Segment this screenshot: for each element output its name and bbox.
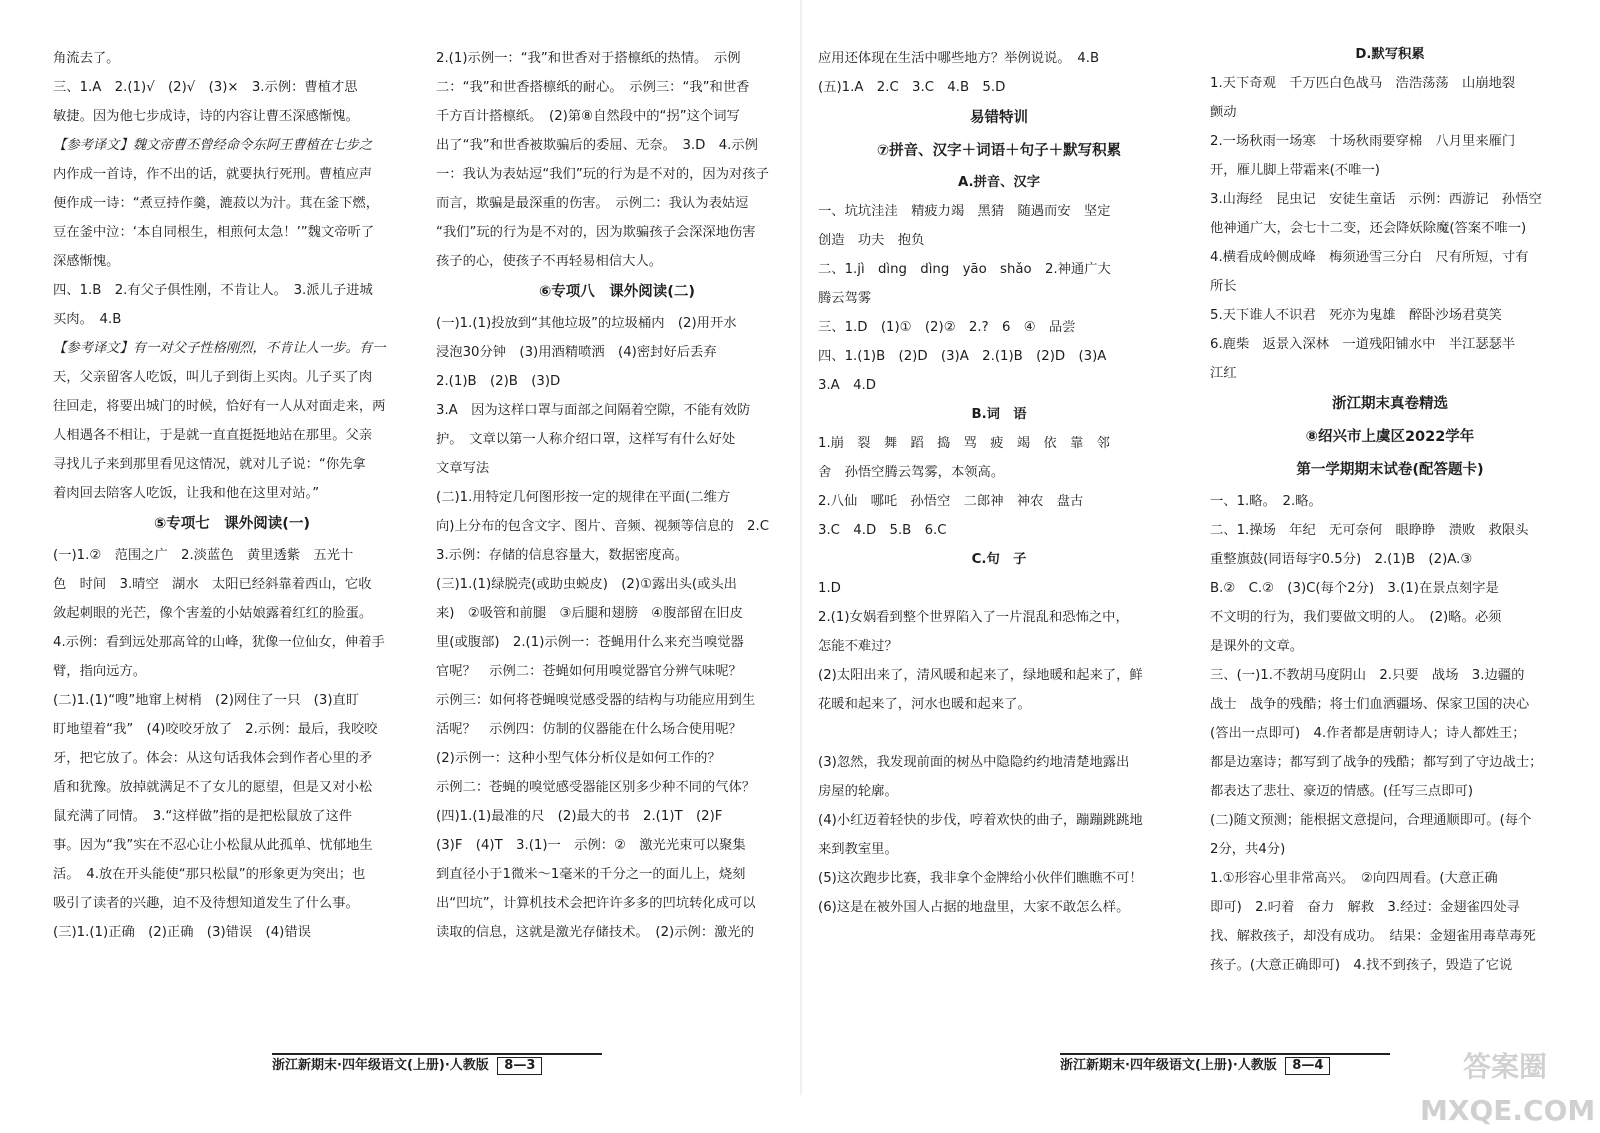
col3-section-top xyxy=(818,44,1180,102)
text-line: (三)1.(1)绿脱壳(或助虫蜕皮) (2)①露出头(或头出 xyxy=(436,577,737,592)
text-line: (3)F (4)T 3.(1)一 示例：② 激光光束可以聚集 xyxy=(436,838,746,853)
watermark-logo: 答案圈 MXQE.COM xyxy=(1420,1050,1596,1127)
text-line: 往回走，将要出城门的时候，恰好有一人从对面走来，两 xyxy=(53,399,386,414)
text-line: 读取的信息，这就是激光存储技术。 (2)示例：激光的 xyxy=(436,925,755,940)
text-line: 不文明的行为，我们要做文明的人。 (2)略。必须 xyxy=(1210,610,1502,625)
text-line: 深感惭愧。 xyxy=(53,254,120,269)
text-line: 都表达了悲壮、豪迈的情感。(任写三点即可) xyxy=(1210,784,1474,799)
text-line: (五)1.A 2.C 3.C 4.B 5.D xyxy=(818,80,1006,95)
text-line: 敏捷。因为他七步成诗，诗的内容让曹丕深感惭愧。 xyxy=(53,109,359,124)
col1-section-b xyxy=(53,541,411,947)
text-line: 寻找儿子来到那里看见这情况，就对儿子说：“你先拿 xyxy=(53,457,366,472)
col4-section-a xyxy=(1210,69,1570,388)
text-line: (三)1.(1)正确 (2)正确 (3)错误 (4)错误 xyxy=(53,925,311,940)
text-line: 示例二：苍蝇的嗅觉感受器能区别多少种不同的气体？ xyxy=(436,780,756,795)
subheading-c: C.句 子 xyxy=(971,552,1027,567)
text-line: 一、坑坑洼洼 精疲力竭 黑猜 随遇而安 坚定 xyxy=(818,204,1111,219)
footer-left-page: 8—3 xyxy=(497,1057,542,1075)
text-line: 5.天下谁人不识君 死亦为鬼雄 醉卧沙场君莫笑 xyxy=(1210,308,1502,323)
text-line: 重整旗鼓(同语每字0.5分) 2.(1)B (2)A.③ xyxy=(1210,552,1473,567)
text-line: 舍 孙悟空腾云驾雾，本领高。 xyxy=(818,465,1005,480)
text-line: 怎能不难过？ xyxy=(818,639,898,654)
text-line: 战士 战争的残酷；将士们血洒疆场、保家卫国的决心 xyxy=(1210,697,1530,712)
column-1 xyxy=(53,44,411,947)
text-line: 他神通广大，会七十二变，还会降妖除魔(答案不唯一) xyxy=(1210,221,1527,236)
text-line: 2.八仙 哪吒 孙悟空 二郎神 神农 盘古 xyxy=(818,494,1084,509)
text-line: (5)这次跑步比赛，我非拿个金牌给小伙伴们瞧瞧不可！ xyxy=(818,871,1143,886)
text-line: 6.鹿柴 返景入深林 一道残阳铺水中 半江瑟瑟半 xyxy=(1210,337,1516,352)
text-line: “我们”玩的行为是不对的，因为欺骗孩子会深深地伤害 xyxy=(436,225,756,240)
text-line: 4.示例：看到远处那高耸的山峰，犹像一位仙女，伸着手 xyxy=(53,635,385,650)
text-line: 4.横看成岭侧成峰 梅须逊雪三分白 尺有所短，寸有 xyxy=(1210,250,1529,265)
text-line: 颤动 xyxy=(1210,105,1237,120)
text-line: (一)1.② 范围之广 2.淡蓝色 黄里透紫 五光十 xyxy=(53,548,354,563)
text-line: 来到教室里。 xyxy=(818,842,898,857)
text-line xyxy=(818,719,1180,748)
text-line: 出了“我”和世香被欺骗后的委屈、无奈。 3.D 4.示例 xyxy=(436,138,758,153)
text-line: 二、1.操场 年纪 无可奈何 眼睁睁 溃败 救限头 xyxy=(1210,523,1529,538)
text-line: 一、1.略。 2.略。 xyxy=(1210,494,1322,509)
text-line: 应用还体现在生活中哪些地方？举例说说。 4.B xyxy=(818,51,1100,66)
text-line: (3)忽然，我发现前面的树丛中隐隐约约地清楚地露出 xyxy=(818,755,1130,770)
text-line: 臂，指向远方。 xyxy=(53,664,147,679)
col2-section-a xyxy=(436,44,798,276)
text-line: 浸泡30分钟 (3)用酒精喷洒 (4)密封好后丢弃 xyxy=(436,345,717,360)
col2-section-b xyxy=(436,309,798,947)
text-line: 豆在釜中泣：‘本自同根生，相煎何太急！’”魏文帝听了 xyxy=(53,225,375,240)
text-line: 活。 4.放在开头能使“那只松鼠”的形象更为突出；也 xyxy=(53,867,366,882)
text-line: 1.天下奇观 千万匹白色战马 浩浩荡荡 山崩地裂 xyxy=(1210,76,1516,91)
text-line: 腾云驾雾 xyxy=(818,291,872,306)
text-line: 敛起刺眼的光芒，像个害羞的小姑娘露着红红的脸蛋。 xyxy=(53,606,373,621)
text-line: 便作成一诗：“煮豆持作羹，漉菽以为汁。萁在釜下燃， xyxy=(53,196,380,211)
text-line: 里(或腹部) 2.(1)示例一：苍蝇用什么来充当嗅觉器 xyxy=(436,635,744,650)
text-line: 人相遇各不相让，于是就一直直挺挺地站在那里。父亲 xyxy=(53,428,373,443)
text-line: 二、1.jì dìng dìng yāo shǎo 2.神通广大 xyxy=(818,262,1111,277)
text-line: 3.山海经 昆虫记 安徒生童话 示例：西游记 孙悟空 xyxy=(1210,192,1542,207)
text-line: 3.A 4.D xyxy=(818,378,877,393)
text-line: 所长 xyxy=(1210,279,1237,294)
text-line: 活呢？ 示例四：仿制的仪器能在什么场合使用呢？ xyxy=(436,722,742,737)
col3-section-c xyxy=(818,574,1180,922)
text-line: 创造 功夫 抱负 xyxy=(818,233,925,248)
text-line: 花暖和起来了，河水也暖和起来了。 xyxy=(818,697,1031,712)
text-line: 2.(1)示例一：“我”和世香对于搭檩纸的热情。 示例 xyxy=(436,51,741,66)
text-line: 盯地望着“我” (4)咬咬牙放了 2.示例：最后，我咬咬 xyxy=(53,722,378,737)
text-line: (2)太阳出来了，清风暖和起来了，绿地暖和起来了，鲜 xyxy=(818,668,1143,683)
text-line: 一：我认为表姑逗“我们”玩的行为是不对的，因为对孩子 xyxy=(436,167,769,182)
text-line: 而言，欺骗是最深重的伤害。 示例二：我认为表姑逗 xyxy=(436,196,749,211)
text-line: 内作成一首诗，作不出的话，就要执行死刑。曹植应声 xyxy=(53,167,373,182)
text-line: (二)1.(1)“嗖”地窜上树梢 (2)网住了一只 (3)直盯 xyxy=(53,693,360,708)
text-line: B.② C.② (3)C(每个2分) 3.(1)在景点刻字是 xyxy=(1210,581,1499,596)
text-line: 2.(1)女娲看到整个世界陷入了一片混乱和恐怖之中， xyxy=(818,610,1129,625)
text-line: 2.一场秋雨一场寒 十场秋雨要穿棉 八月里来雁门 xyxy=(1210,134,1516,149)
section-heading-6: ⑥专项八 课外阅读(二) xyxy=(538,284,696,300)
text-line: 是课外的文章。 xyxy=(1210,639,1304,654)
text-line: 1.①形容心里非常高兴。 ②向四周看。(大意正确 xyxy=(1210,871,1498,886)
section-title-yicuo: 易错特训 xyxy=(970,110,1028,126)
text-line: 来) ②吸管和前腿 ③后腿和翅膀 ④腹部留在旧皮 xyxy=(436,606,743,621)
section-title-zhenjuan: 浙江期末真卷精选 xyxy=(1332,396,1448,412)
text-line: 示例三：如何将苍蝇嗅觉感受器的结构与功能应用到生 xyxy=(436,693,756,708)
footer-right xyxy=(1060,1053,1390,1077)
text-line: 三、(一)1.不教胡马度阴山 2.只要 战场 3.边疆的 xyxy=(1210,668,1525,683)
subheading-d: D.默写积累 xyxy=(1355,47,1425,62)
footer-left xyxy=(272,1053,602,1077)
text-line: 买肉。 4.B xyxy=(53,312,122,327)
text-line: 护。 文章以第一人称介绍口罩，这样写有什么好处 xyxy=(436,432,736,447)
col3-section-b xyxy=(818,429,1180,545)
column-2 xyxy=(436,44,798,947)
text-line: (二)1.用特定几何图形按一定的规律在平面(二维方 xyxy=(436,490,731,505)
text-line: 鼠充满了同情。 3.“这样做”指的是把松鼠放了这件 xyxy=(53,809,353,824)
text-line: 到直径小于1微米～1毫米的千分之一的面儿上，烧刻 xyxy=(436,867,746,882)
text-line: 1.D xyxy=(818,581,841,596)
text-line: 牙，把它放了。体会：从这句话我体会到作者心里的矛 xyxy=(53,751,373,766)
text-line: 官呢？ 示例二：苍蝇如何用嗅觉器官分辨气味呢？ xyxy=(436,664,742,679)
text-line: 3.A 因为这样口罩与面部之间隔着空隙，不能有效防 xyxy=(436,403,751,418)
exam-title: 第一学期期末试卷(配答题卡) xyxy=(1296,462,1484,478)
text-line: 1.崩 裂 舞 蹈 捣 骂 疲 竭 依 靠 邻 xyxy=(818,436,1110,451)
text-line: 【参考译文】魏文帝曹丕曾经命令东阿王曹植在七步之 xyxy=(53,138,373,153)
subheading-a: A.拼音、汉字 xyxy=(957,175,1041,190)
page-fold xyxy=(800,0,802,1095)
text-line: 3.示例：存储的信息容量大，数据密度高。 xyxy=(436,548,689,563)
text-line: 着肉回去陪客人吃饭，让我和他在这里对站。” xyxy=(53,486,320,501)
subheading-b: B.词 语 xyxy=(971,407,1027,422)
text-line: 三、1.A 2.(1)√ (2)√ (3)× 3.示例：曹植才思 xyxy=(53,80,358,95)
text-line: 孩子。(大意正确即可) 4.找不到孩子，毁造了它说 xyxy=(1210,958,1513,973)
text-line: 二：“我”和世香搭檩纸的耐心。 示例三：“我”和世香 xyxy=(436,80,750,95)
section-heading-7: ⑦拼音、汉字＋词语＋句子＋默写积累 xyxy=(876,143,1122,159)
text-line: 都是边塞诗；都写到了战争的残酷；都写到了守边战士； xyxy=(1210,755,1543,770)
text-line: 角流去了。 xyxy=(53,51,120,66)
text-line: 孩子的心，使孩子不再轻易相信大人。 xyxy=(436,254,663,269)
text-line: 四、1.B 2.有父子俱性刚，不肯让人。 3.派儿子进城 xyxy=(53,283,373,298)
text-line: 色 时间 3.晴空 湖水 太阳已经斜靠着西山，它收 xyxy=(53,577,372,592)
text-line: (6)这是在被外国人占据的地盘里，大家不敢怎么样。 xyxy=(818,900,1130,915)
text-line: 房屋的轮廓。 xyxy=(818,784,898,799)
text-line: (答出一点即可) 4.作者都是唐朝诗人；诗人都姓王； xyxy=(1210,726,1526,741)
footer-left-title: 浙江新期末·四年级语文(上册)·人教版 xyxy=(272,1058,489,1073)
column-3 xyxy=(818,44,1180,922)
section-heading-8: ⑧绍兴市上虞区2022学年 xyxy=(1305,429,1475,445)
footer-right-page: 8—4 xyxy=(1285,1057,1330,1075)
col1-section-a xyxy=(53,44,411,508)
text-line: 2.(1)B (2)B (3)D xyxy=(436,374,561,389)
text-line: 天，父亲留客人吃饭，叫儿子到街上买肉。儿子买了肉 xyxy=(53,370,373,385)
text-line: (二)随文预测；能根据文意提问，合理通顺即可。(每个 xyxy=(1210,813,1532,828)
text-line: (4)小红迈着轻快的步伐，哼着欢快的曲子，蹦蹦跳跳地 xyxy=(818,813,1143,828)
col4-section-b xyxy=(1210,487,1570,980)
text-line: 向)上分布的包含文字、图片、音频、视频等信息的 2.C xyxy=(436,519,769,534)
footer-right-title: 浙江新期末·四年级语文(上册)·人教版 xyxy=(1060,1058,1277,1073)
text-line: (2)示例一：这种小型气体分析仪是如何工作的？ xyxy=(436,751,721,766)
section-heading-5: ⑤专项七 课外阅读(一) xyxy=(153,516,311,532)
text-line: 开，雁儿脚上带霜来(不唯一) xyxy=(1210,163,1380,178)
text-line: 3.C 4.D 5.B 6.C xyxy=(818,523,947,538)
text-line: 找、解救孩子，却没有成功。 结果：金翅雀用毒草毒死 xyxy=(1210,929,1536,944)
text-line: 盾和犹豫。放掉就满足不了女儿的愿望，但是又对小松 xyxy=(53,780,373,795)
col3-section-a xyxy=(818,197,1180,400)
text-line: 2分，共4分) xyxy=(1210,842,1286,857)
column-4 xyxy=(1210,40,1570,980)
text-line: 四、1.(1)B (2)D (3)A 2.(1)B (2)D (3)A xyxy=(818,349,1107,364)
text-line: 文章写法 xyxy=(436,461,490,476)
text-line: 即可) 2.叼着 奋力 解救 3.经过：金翅雀四处寻 xyxy=(1210,900,1520,915)
text-line: 千方百计搭檩纸。 (2)第⑧自然段中的“拐”这个词写 xyxy=(436,109,740,124)
text-line: (四)1.(1)最准的尺 (2)最大的书 2.(1)T (2)F xyxy=(436,809,723,824)
text-line: (一)1.(1)投放到“其他垃圾”的垃圾桶内 (2)用开水 xyxy=(436,316,737,331)
text-line: 出“凹坑”，计算机技术会把许许多多的凹坑转化成可以 xyxy=(436,896,756,911)
text-line: 三、1.D (1)① (2)② 2.? 6 ④ 品尝 xyxy=(818,320,1076,335)
text-line: 【参考译文】有一对父子性格刚烈，不肯让人一步。有一 xyxy=(53,341,386,356)
text-line: 事。因为“我”实在不忍心让小松鼠从此孤单、忧郁地生 xyxy=(53,838,373,853)
text-line: 江红 xyxy=(1210,366,1237,381)
text-line: 吸引了读者的兴趣，迫不及待想知道发生了什么事。 xyxy=(53,896,359,911)
